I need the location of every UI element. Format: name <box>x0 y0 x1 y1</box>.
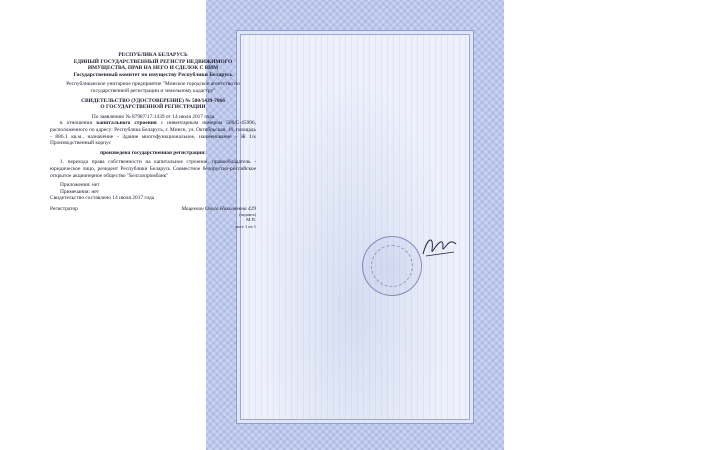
registration-heading: произведена государственная регистрация: <box>100 149 206 156</box>
certificate-inner-panel <box>236 30 474 424</box>
object-type: капитального строения <box>96 120 157 127</box>
header-committee: Государственный комитет по имуществу Республики Беларусь <box>73 71 233 78</box>
registrar-label: Регистратор <box>50 205 78 212</box>
sign-label: (подпись) <box>239 212 256 218</box>
registrar-row <box>50 206 256 213</box>
object-paragraph <box>50 120 256 146</box>
header-enterprise: Республиканское унитарное предприятие "Минское городское агентство по государственной регистрации и земельному кадастру" <box>66 81 240 94</box>
page-number: 1 <box>244 224 248 230</box>
certificate-title-line1: СВИДЕТЕЛЬСТВО (УДОСТОВЕРЕНИЕ) № 500/1439-7066 <box>81 97 225 104</box>
registration-text: 1. перехода права собственности на капитальное строение, правообладатель - юридическое лицо, резидент Республики Беларусь Совместное белорусско-российское открытое акционерное общество "Белгазпромбанк" <box>50 159 256 179</box>
official-seal <box>362 236 422 296</box>
notes: Примечания: нет <box>60 188 99 195</box>
object-details: с инвентарным номером 500/С-45996, расположенного по адресу: Республика Беларусь, г. Минск, ул. Октябрьская, 16, площадь - 886.1 кв.м., назначение - Здание многофункциональное, наименование - Ж 1/к Производственный корпус <box>50 120 257 147</box>
certificate-title <box>50 98 256 111</box>
of-label: из <box>248 224 253 230</box>
page-total: 1 <box>253 224 256 230</box>
object-intro: в отношении <box>60 120 93 127</box>
certificate-text <box>50 52 256 231</box>
header <box>50 52 256 78</box>
header-registry-line2: ИМУЩЕСТВА, ПРАВ НА НЕГО И СДЕЛОК С НИМ <box>87 65 219 72</box>
registrar-name: Мацкевич Ольга Николаевна 429 <box>181 205 256 212</box>
certificate-title-line2: О ГОСУДАРСТВЕННОЙ РЕГИСТРАЦИИ <box>100 104 206 111</box>
issued-date: Свидетельство составлено 14 июля 2017 года <box>50 195 155 202</box>
header-country: РЕСПУБЛИКА БЕЛАРУСЬ <box>118 52 188 58</box>
attachments: Приложения: нет <box>60 182 100 189</box>
handwritten-signature <box>420 232 460 260</box>
page-label: лист <box>234 224 244 230</box>
page-counter <box>50 224 256 231</box>
header-registry-line1: ЕДИНЫЙ ГОСУДАРСТВЕННЫЙ РЕГИСТР НЕДВИЖИМОГО <box>73 58 233 65</box>
mp-label: М.П. <box>246 217 256 223</box>
application-line: По заявлению № 87987/17:1439 от 14 июля 2017 года <box>91 113 215 120</box>
